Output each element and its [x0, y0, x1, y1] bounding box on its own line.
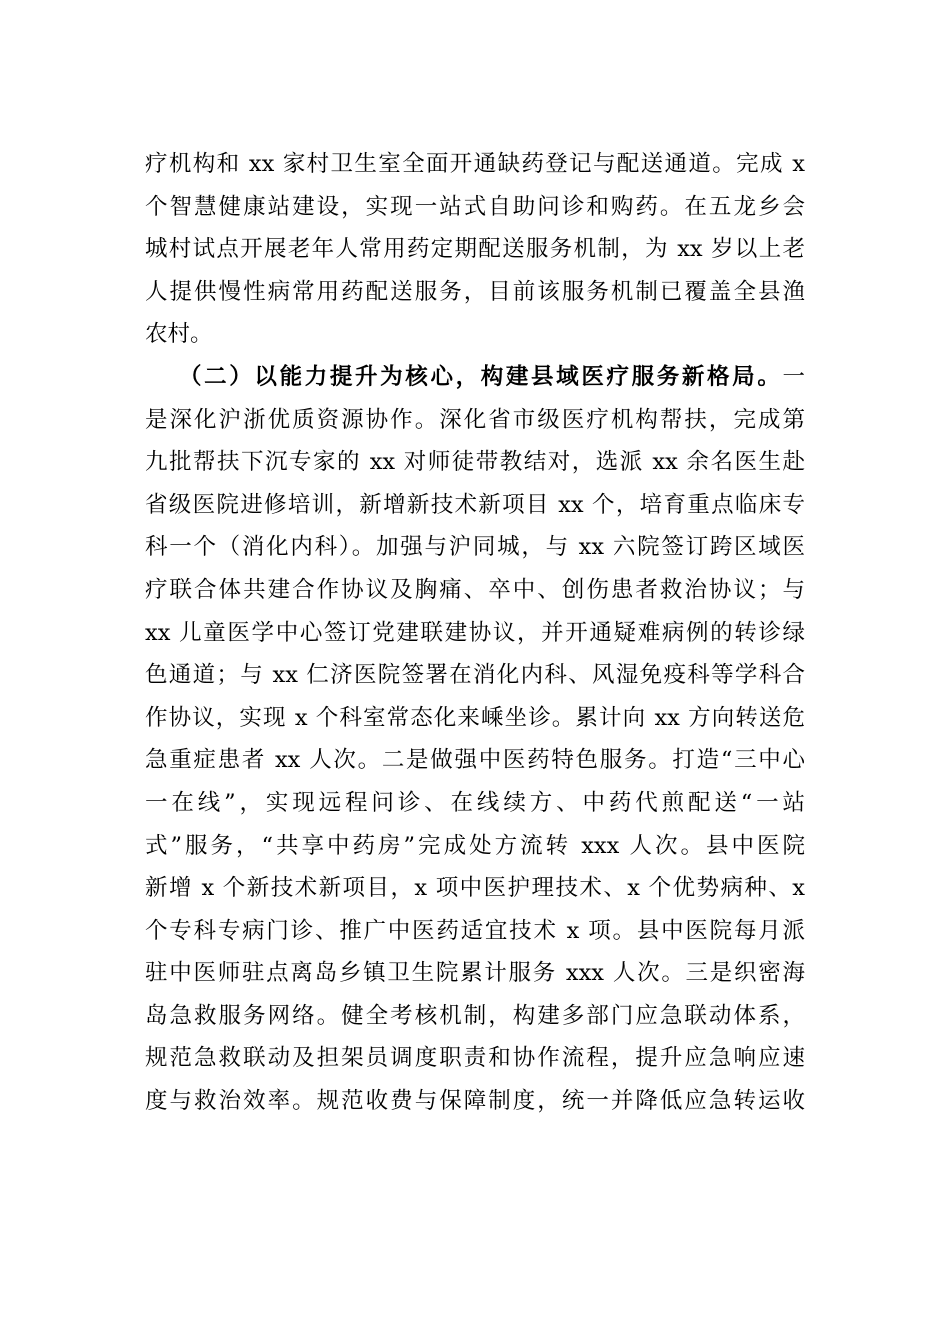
- text-line: 度与救治效率。规范收费与保障制度，统一并降低应急转运收: [145, 1088, 805, 1115]
- document-body: [145, 143, 805, 1123]
- text-fragment: 一: [782, 363, 805, 390]
- text-line: 式”服务，“共享中药房”完成处方流转 xxx 人次。县中医院: [145, 832, 805, 859]
- paragraph-1: [145, 143, 805, 356]
- text-line: 疗机构和 xx 家村卫生室全面开通缺药登记与配送通道。完成 x: [145, 151, 805, 177]
- text-line: 一在线”，实现远程问诊、在线续方、中药代煎配送“一站: [145, 789, 805, 816]
- paragraph-2: [145, 356, 805, 1123]
- text-line: 九批帮扶下沉专家的 xx 对师徒带教结对，选派 xx 余名医生赴: [145, 449, 805, 476]
- text-line: 人提供慢性病常用药配送服务，目前该服务机制已覆盖全县渔: [145, 278, 805, 305]
- section-heading-line: [145, 356, 805, 399]
- text-line: 色通道；与 xx 仁济医院签署在消化内科、风湿免疫科等学科合: [145, 662, 805, 689]
- text-line: 疗联合体共建合作协议及胸痛、卒中、创伤患者救治协议；与: [145, 576, 805, 603]
- text-line: 是深化沪浙优质资源协作。深化省市级医疗机构帮扶，完成第: [145, 406, 805, 433]
- text-line: 岛急救服务网络。健全考核机制，构建多部门应急联动体系，: [145, 1002, 805, 1029]
- text-line: xx 儿童医学中心签订党建联建协议，并开通疑难病例的转诊绿: [145, 619, 805, 646]
- text-line: 驻中医师驻点离岛乡镇卫生院累计服务 xxx 人次。三是织密海: [145, 960, 805, 987]
- text-line: 科一个（消化内科）。加强与沪同城，与 xx 六院签订跨区域医: [145, 534, 805, 561]
- text-line: 省级医院进修培训，新增新技术新项目 xx 个，培育重点临床专: [145, 491, 805, 518]
- text-line: 规范急救联动及担架员调度职责和协作流程，提升应急响应速: [145, 1045, 805, 1072]
- text-line: 农村。: [145, 321, 213, 348]
- section-heading: （二）以能力提升为核心，构建县域医疗服务新格局。: [179, 363, 783, 390]
- text-line: 新增 x 个新技术新项目，x 项中医护理技术、x 个优势病种、x: [145, 875, 805, 902]
- text-line: 个智慧健康站建设，实现一站式自助问诊和购药。在五龙乡会: [145, 193, 805, 220]
- text-line: 城村试点开展老年人常用药定期配送服务机制，为 xx 岁以上老: [145, 236, 805, 263]
- text-line: 急重症患者 xx 人次。二是做强中医药特色服务。打造“三中心: [145, 747, 805, 774]
- text-line: 作协议，实现 x 个科室常态化来嵊坐诊。累计向 xx 方向转送危: [145, 704, 805, 731]
- text-line: 个专科专病门诊、推广中医药适宜技术 x 项。县中医院每月派: [145, 917, 805, 944]
